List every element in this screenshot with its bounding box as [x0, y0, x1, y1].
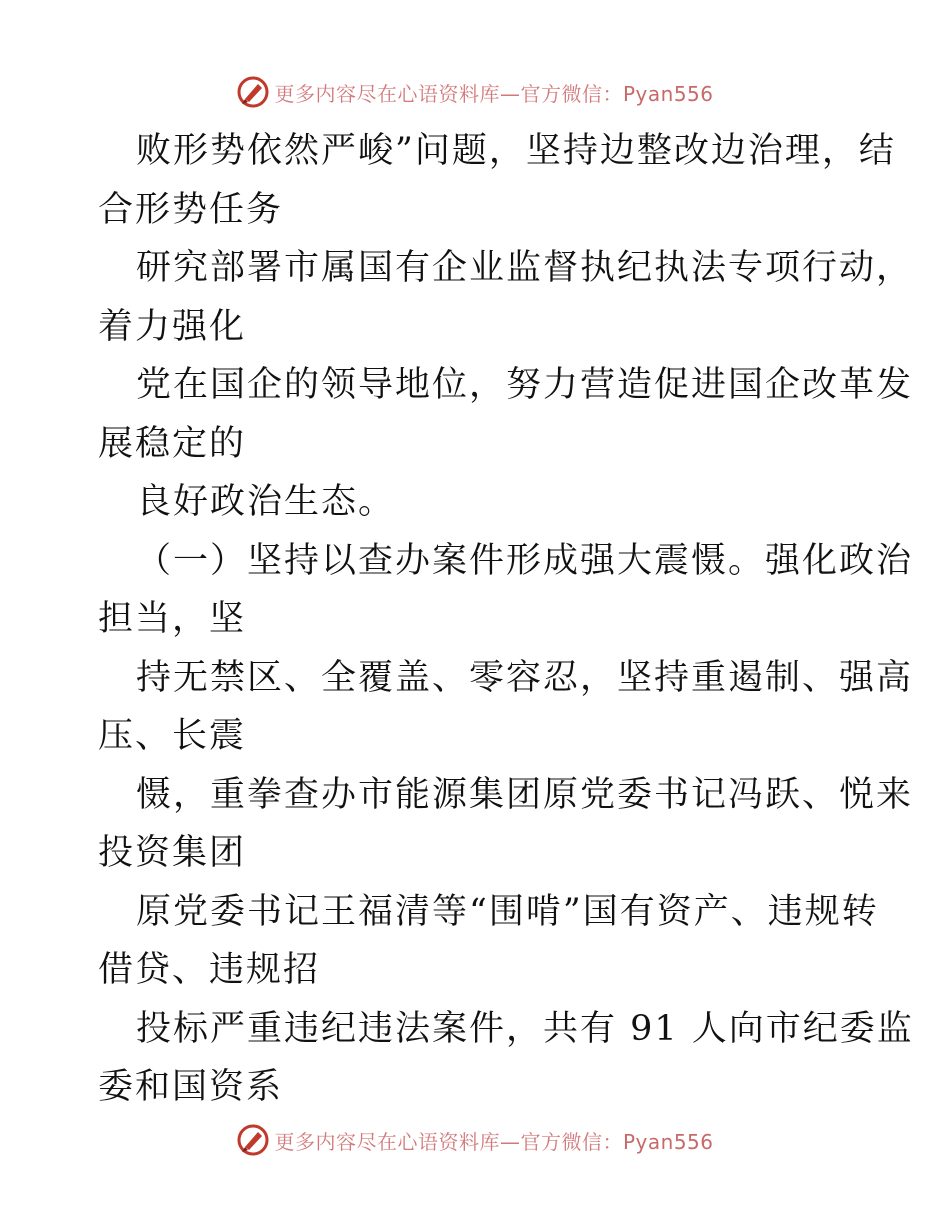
- footer-watermark: [0, 1120, 950, 1160]
- watermark-text: 更多内容尽在心语资料库—官方微信：Pyan556: [274, 81, 714, 106]
- text-line: 委和国资系: [98, 1067, 284, 1107]
- text-line: 研究部署市属国有企业监督执纪执法专项行动，: [136, 248, 914, 288]
- section-heading-line: （一）坚持以查办案件形成强大震慑。强化政治: [136, 540, 914, 581]
- text-line: 慑，重拳查办市能源集团原党委书记冯跃、悦来: [136, 774, 914, 815]
- text-line: 合形势任务: [98, 189, 284, 230]
- text-line: 党在国企的领导地位，努力营造促进国企改革发: [136, 365, 914, 405]
- document-body: [98, 122, 914, 1117]
- watermark-text: 更多内容尽在心语资料库—官方微信：Pyan556: [274, 1129, 714, 1154]
- text-line: 担当，坚: [98, 599, 247, 639]
- text-line: 展稳定的: [98, 423, 247, 464]
- text-line: 原党委书记王福清等“围啃”国有资产、违规转: [136, 891, 879, 932]
- pen-nib-circle-icon: [236, 1123, 270, 1157]
- header-watermark: [0, 72, 950, 112]
- text-line: 持无禁区、全覆盖、零容忍，坚持重遏制、强高: [136, 657, 914, 698]
- text-line: 良好政治生态。: [136, 482, 396, 522]
- text-line: 着力强化: [98, 306, 247, 347]
- text-line: 投标严重违纪违法案件，共有 91 人向市纪委监: [136, 1008, 914, 1049]
- text-line: 败形势依然严峻”问题，坚持边整改边治理，结: [136, 131, 896, 171]
- text-line: 投资集团: [98, 833, 247, 873]
- pen-nib-circle-icon: [236, 75, 270, 109]
- text-line: 压、长震: [98, 716, 247, 756]
- text-line: 借贷、违规招: [98, 950, 321, 990]
